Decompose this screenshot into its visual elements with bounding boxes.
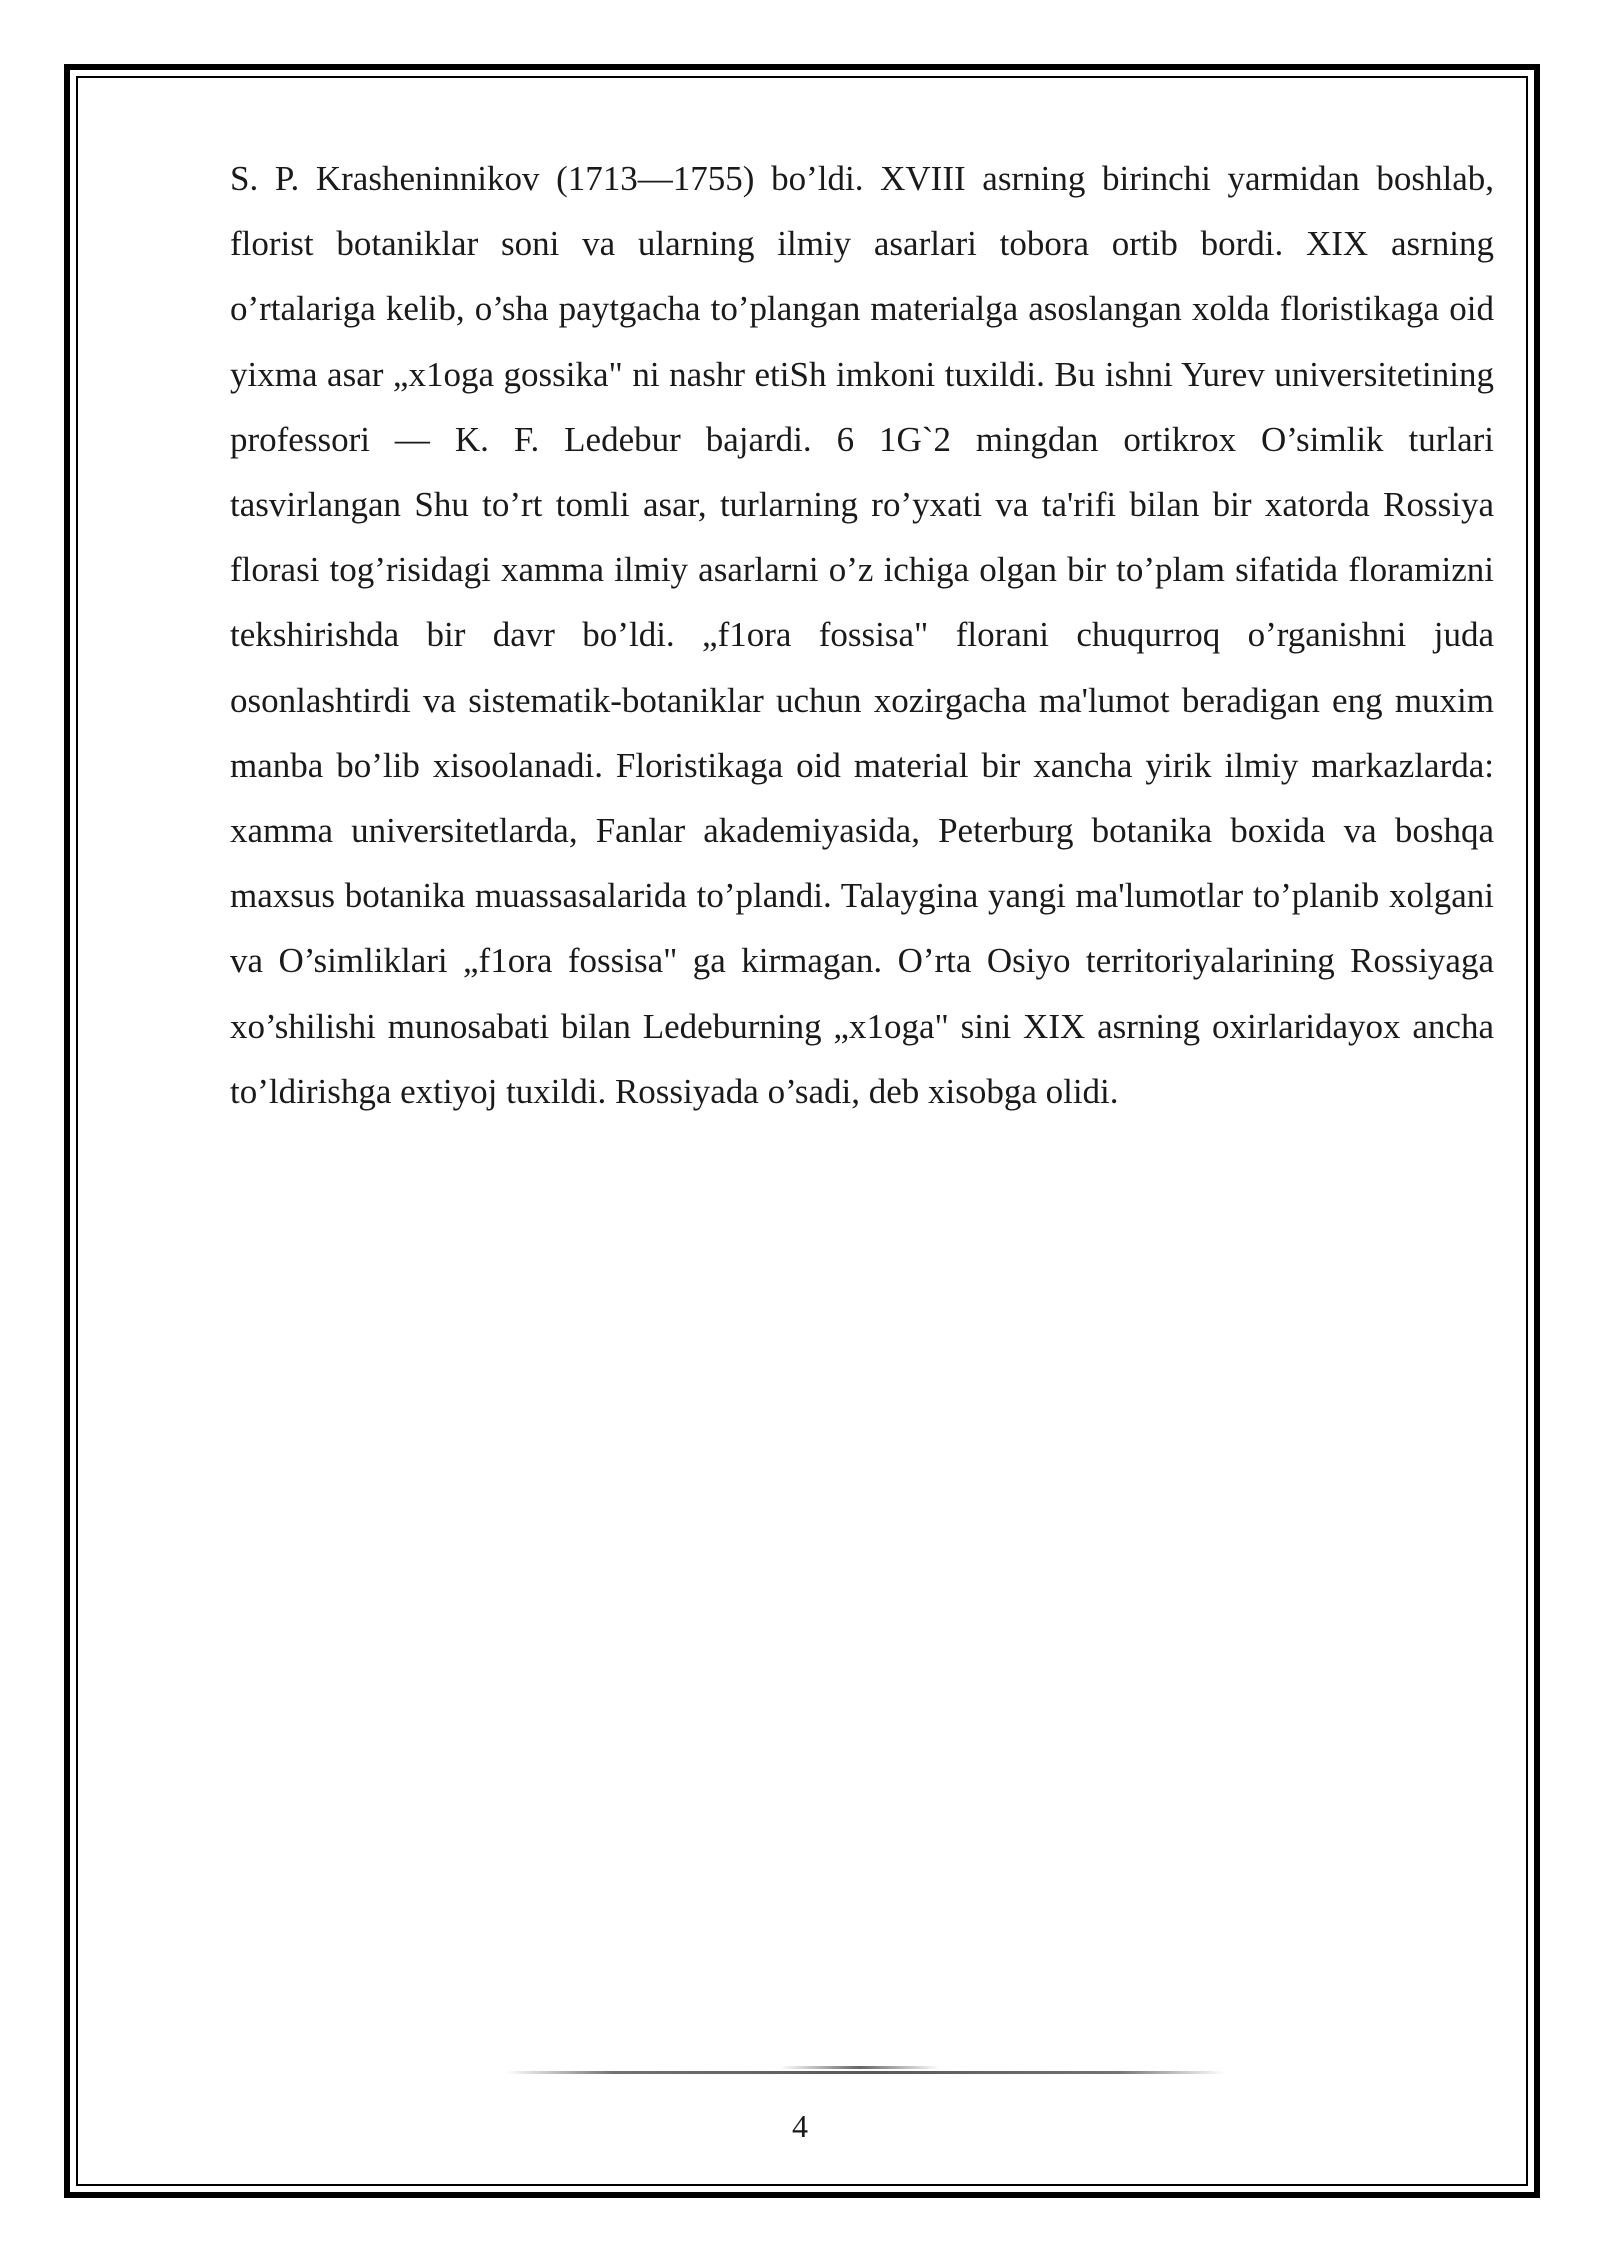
footer-rule [505,2071,1225,2074]
footer-rule-accent [780,2066,940,2069]
page-number: 4 [792,2108,808,2144]
body-paragraph: S. P. Krasheninnikov (1713—1755) bo’ldi. XVIII asrning birinchi yarmidan boshlab, florist botaniklar soni va ularning ilmiy asarlari tobora ortib bordi. XIX asrning o’rtalariga kelib, o’sha paytgacha to’plangan materialga asoslangan xolda floristikaga oid yixma asar „x1oga gossika" ni nashr etiSh imkoni tuxildi. Bu ishni Yurev universitetining professori — K. F. Ledebur bajardi. 6 1G`2 mingdan ortikrox O’simlik turlari tasvirlangan Shu to’rt tomli asar, turlarning ro’yxati va ta'rifi bilan bir xatorda Rossiya florasi tog’risidagi xamma ilmiy asarlarni o’z ichiga olgan bir to’plam sifatida floramizni tekshirishda bir davr bo’ldi. „f1ora fossisa" florani chuqurroq o’rganishni juda osonlashtirdi va sistematik-botaniklar uchun xozirgacha ma'lumot beradigan eng muxim manba bo’lib xisoolanadi. Floristikaga oid material bir xancha yirik ilmiy markazlarda: xamma universitetlarda, Fanlar akademiyasida, Peterburg botanika boxida va boshqa maxsus botanika muassasalarida to’plandi. Talaygina yangi ma'lumotlar to’planib xolgani va O’simliklari „f1ora fossisa" ga kirmagan. O’rta Osiyo territoriyalarining Rossiyaga xo’shilishi munosabati bilan Ledeburning „x1oga" sini XIX asrning oxirlaridayox ancha to’ldirishga extiyoj tuxildi. Rossiyada o’sadi, deb xisobga olidi. [230,159,1494,1111]
